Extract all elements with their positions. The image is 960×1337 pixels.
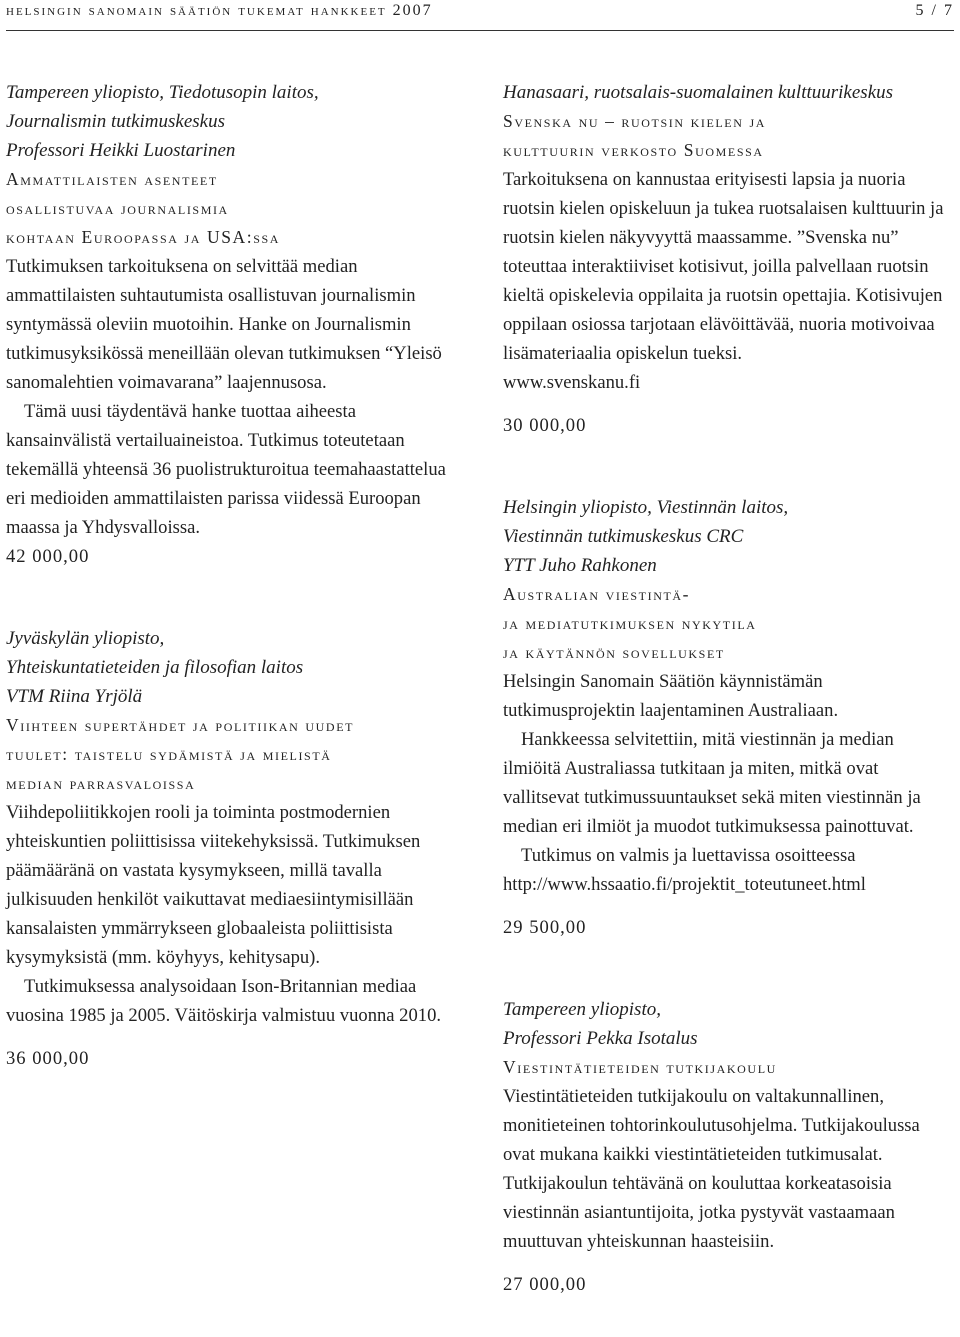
paragraph: Tutkimus on valmis ja luettavissa osoitteessa http://www.hssaatio.fi/projektit_toteutuneet.html [503,845,866,895]
website-link[interactable]: www.svenskanu.fi [503,372,641,393]
page-number: 5 / 7 [915,2,954,19]
institution-line: Helsingin yliopisto, Viestinnän laitos, [503,497,789,518]
grant-amount: 30 000,00 [503,415,587,436]
right-column [503,78,955,1299]
grant-entry [6,78,461,571]
paragraph: Viestintätieteiden tutkijakoulu on valtakunnallinen, monitieteinen tohtorinkoulutusohjelma. Tutkijakoulussa ovat mukana kaikki viestintätieteiden tutkimusalat. Tutkijakoulun tehtävänä on kouluttaa korkeatasoisia viestinnän asiantuntijoita, jotka pystyvät vastaamaan muuttuvan yhteiskunnan haasteisiin. [503,1086,920,1252]
grant-amount: 29 500,00 [503,917,587,938]
institution-line: Tampereen yliopisto, [503,999,661,1020]
grantee-name: YTT Juho Rahkonen [503,555,657,576]
project-title-line: osallistuvaa journalismia [6,198,229,218]
project-description [503,165,955,397]
project-title-line: median parrasvaloissa [6,773,196,793]
institution-line: Hanasaari, ruotsalais-suomalainen kulttuurikeskus [503,82,894,103]
document-title: helsingin sanomain säätiön tukemat hankkeet 2007 [6,2,433,19]
left-column [6,78,461,1073]
institution-line: Yhteiskuntatieteiden ja filosofian laitos [6,657,304,678]
project-title-line: ja käytännön sovellukset [503,642,725,662]
project-title-line: Svenska nu – ruotsin kielen ja [503,111,767,131]
paragraph: Tämä uusi täydentävä hanke tuottaa aiheesta kansainvälistä vertailuaineistoa. Tutkimus toteutetaan tekemällä yhteensä 36 puolistrukturoitua teemahaastattelua eri medioiden ammattilaisten parissa viidessä Euroopan maassa ja Yhdysvalloissa. [6,401,446,538]
grant-amount: 36 000,00 [6,1048,90,1069]
project-description [6,798,461,1030]
project-title-line: tuulet: taistelu sydämistä ja mielistä [6,744,332,764]
paragraph: Viihdepoliitikkojen rooli ja toiminta postmodernien yhteiskuntien poliittisissa viitekehyksissä. Tutkimuksen päämääränä on vastata kysymykseen, millä tavalla julkisuuden henkilöt vaikuttavat mediaesiintymisillään kansalaisten ymmärrykseen globaaleista poliittisista kysymyksistä (mm. köyhyys, kehitysapu). [6,802,421,968]
institution-line: Viestinnän tutkimuskeskus CRC [503,526,744,547]
project-title-line: Ammattilaisten asenteet [6,169,218,189]
project-title-line: Viihteen supertähdet ja politiikan uudet [6,715,355,735]
grant-entry [6,624,461,1073]
project-title-line: ja mediatutkimuksen nykytila [503,613,757,633]
paragraph: Tutkimuksen tarkoituksena on selvittää median ammattilaisten suhtautumista osallistuvan journalismin syntymässä oleviin muotoihin. Hanke on Journalismin tutkimusyksikössä meneillään olevan tutkimuksen “Yleisö sanomalehtien voimavarana” laajennusosa. [6,256,442,393]
project-title-line: Australian viestintä- [503,584,691,604]
paragraph: Hankkeessa selvitettiin, mitä viestinnän ja median ilmiöitä Australiassa tutkitaan ja miten, mitkä ovat vallitsevat tutkimussuuntaukset sekä miten viestinnän ja median eri ilmiöt ja muodot tutkimuksessa painottuvat. [503,729,921,837]
grantee-name: Professori Pekka Isotalus [503,1028,698,1049]
paragraph: Tutkimuksessa analysoidaan Ison-Britannian mediaa vuosina 1985 ja 2005. Väitöskirja valmistuu vuonna 2010. [6,976,442,1026]
paragraph: Helsingin Sanomain Säätiön käynnistämän tutkimusprojektin laajentaminen Australiaan. [503,671,839,721]
paragraph: Tarkoituksena on kannustaa erityisesti lapsia ja nuoria ruotsin kielen opiskeluun ja tukea ruotsalaisen kulttuurin ja ruotsin kielen näkyvyyttä maassamme. ”Svenska nu” toteuttaa interaktiiviset kotisivut, joilla palvellaan ruotsin kieltä opiskelevia oppilaita ja ruotsin opettajia. Kotisivujen oppilaan osiossa tarjotaan elävöittävää, nuoria motivoivaa lisämateriaalia opiskelun tueksi. [503,169,944,364]
grant-entry [503,78,955,440]
project-title-line: Viestintätieteiden tutkijakoulu [503,1057,777,1077]
project-description [503,667,955,899]
project-title-line: kohtaan Euroopassa ja USA:ssa [6,227,281,247]
grant-amount: 42 000,00 [6,546,90,567]
grantee-name: VTM Riina Yrjölä [6,686,143,707]
institution-line: Journalismin tutkimuskeskus [6,111,226,132]
page-header [6,0,954,31]
project-description [6,252,461,542]
institution-line: Tampereen yliopisto, Tiedotusopin laitos, [6,82,319,103]
project-title-line: kulttuurin verkosto Suomessa [503,140,764,160]
grant-entry [503,995,955,1299]
grant-amount: 27 000,00 [503,1274,587,1295]
grant-entry [503,493,955,942]
project-description [503,1082,955,1256]
institution-line: Jyväskylän yliopisto, [6,628,165,649]
grantee-name: Professori Heikki Luostarinen [6,140,236,161]
